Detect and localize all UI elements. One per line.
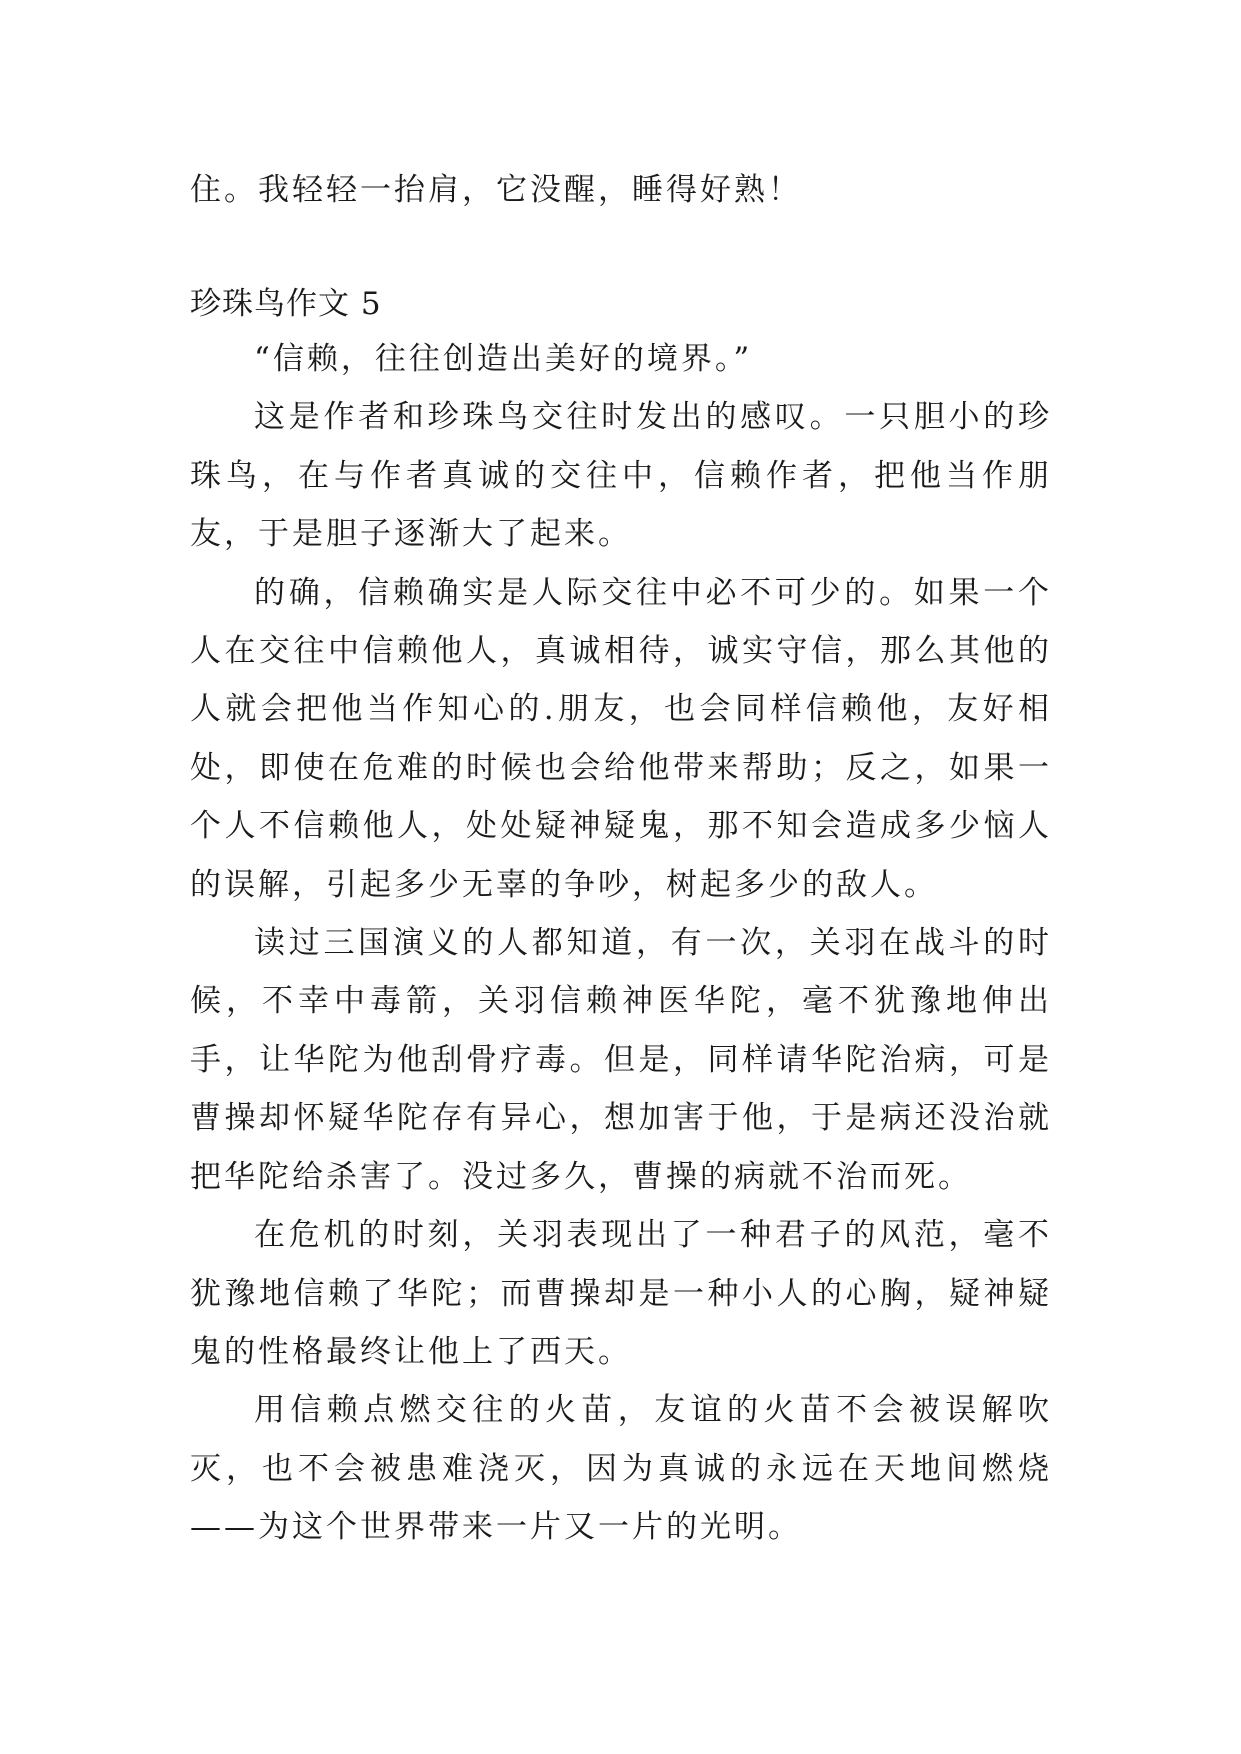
continuation-text: 住。我轻轻一抬肩，它没醒，睡得好熟！ xyxy=(190,172,802,208)
paragraph: 用信赖点燃交往的火苗，友谊的火苗不会被误解吹灭，也不会被患难浇灭，因为真诚的永远在天地间燃烧——为这个世界带来一片又一片的光明。 xyxy=(190,1392,1052,1546)
paragraph-quote: “信赖，往往创造出美好的境界。” xyxy=(254,341,753,377)
paragraph: 这是作者和珍珠鸟交往时发出的感叹。一只胆小的珍珠鸟，在与作者真诚的交往中，信赖作者，把他当作朋友，于是胆子逐渐大了起来。 xyxy=(190,399,1052,553)
paragraph: 的确，信赖确实是人际交往中必不可少的。如果一个人在交往中信赖他人，真诚相待，诚实守信，那么其他的人就会把他当作知心的.朋友，也会同样信赖他，友好相处，即使在危难的时候也会给他带来帮助；反之，如果一个人不信赖他人，处处疑神疑鬼，那不知会造成多少恼人的误解，引起多少无辜的争吵，树起多少的敌人。 xyxy=(190,574,1052,903)
article-body xyxy=(190,330,1052,1557)
paragraph: 读过三国演义的人都知道，有一次，关羽在战斗的时候，不幸中毒箭，关羽信赖神医华陀，毫不犹豫地伸出手，让华陀为他刮骨疗毒。但是，同样请华陀治病，可是曹操却怀疑华陀存有异心，想加害于他，于是病还没治就把华陀给杀害了。没过多久，曹操的病就不治而死。 xyxy=(190,925,1052,1195)
section-title: 珍珠鸟作文 5 xyxy=(190,286,382,322)
paragraph: 在危机的时刻，关羽表现出了一种君子的风范，毫不犹豫地信赖了华陀；而曹操却是一种小人的心胸，疑神疑鬼的性格最终让他上了西天。 xyxy=(190,1217,1052,1370)
